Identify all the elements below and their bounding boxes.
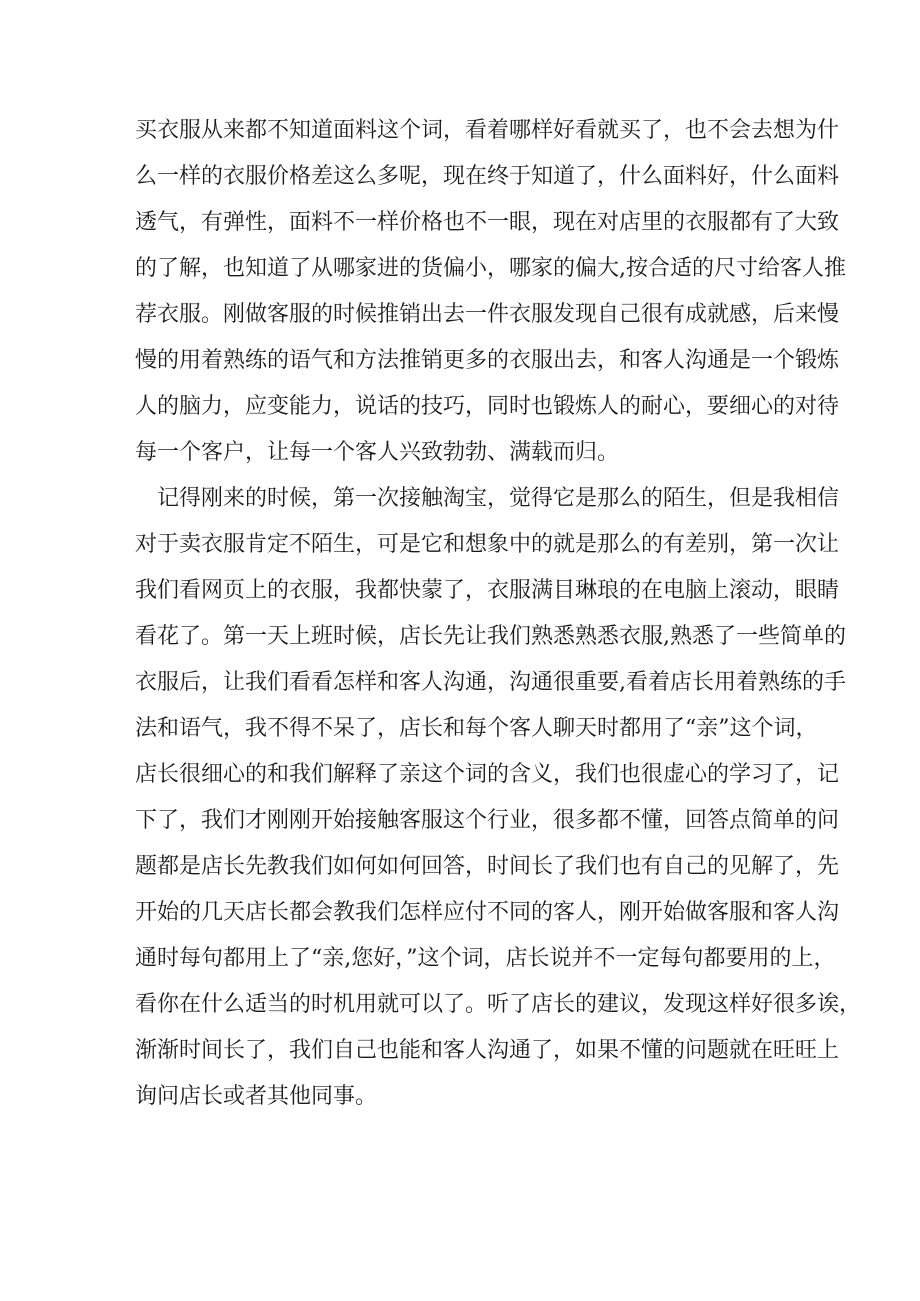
text-line: 每一个客户，让每一个客人兴致勃勃、满载而归。 xyxy=(135,440,620,465)
text-line: 衣服后，让我们看看怎样和客人沟通，沟通很重要,看着店长用着熟练的手 xyxy=(135,670,846,695)
text-line: 看你在什么适当的时机用就可以了。听了店长的建议，发现这样好很多诶， xyxy=(135,992,862,1017)
text-line: 慢的用着熟练的语气和方法推销更多的衣服出去，和客人沟通是一个锻炼 xyxy=(135,348,840,373)
text-line: 法和语气，我不得不呆了，店长和每个客人聊天时都用了“亲”这个词， xyxy=(135,716,818,741)
paragraph-2 xyxy=(135,476,862,1120)
text-line: 记得刚来的时候，第一次接触淘宝，觉得它是那么的陌生，但是我相信 xyxy=(157,486,840,511)
text-line: 题都是店长先教我们如何如何回答，时间长了我们也有自己的见解了，先 xyxy=(135,854,840,879)
text-line: 人的脑力，应变能力，说话的技巧，同时也锻炼人的耐心，要细心的对待 xyxy=(135,394,840,419)
text-line: 荐衣服。刚做客服的时候推销出去一件衣服发现自己很有成就感，后来慢 xyxy=(135,302,840,327)
text-line: 的了解，也知道了从哪家进的货偏小，哪家的偏大,按合适的尺寸给客人推 xyxy=(135,256,846,281)
text-line: 么一样的衣服价格差这么多呢，现在终于知道了，什么面料好，什么面料 xyxy=(135,164,840,189)
text-line: 买衣服从来都不知道面料这个词，看着哪样好看就买了，也不会去想为什 xyxy=(135,118,840,143)
text-line: 看花了。第一天上班时候，店长先让我们熟悉熟悉衣服,熟悉了一些简单的 xyxy=(135,624,846,649)
text-line: 对于卖衣服肯定不陌生，可是它和想象中的就是那么的有差别，第一次让 xyxy=(135,532,840,557)
text-line: 下了，我们才刚刚开始接触客服这个行业，很多都不懂，回答点简单的问 xyxy=(135,808,840,833)
document-body xyxy=(135,108,862,1120)
paragraph-1 xyxy=(135,108,846,476)
text-line: 店长很细心的和我们解释了亲这个词的含义，我们也很虚心的学习了，记 xyxy=(135,762,840,787)
text-line: 通时每句都用上了“亲,您好，”这个词，店长说并不一定每句都要用的上， xyxy=(135,946,836,971)
text-line: 我们看网页上的衣服，我都快蒙了，衣服满目琳琅的在电脑上滚动，眼睛 xyxy=(135,578,840,603)
text-line: 渐渐时间长了，我们自己也能和客人沟通了，如果不懂的问题就在旺旺上 xyxy=(135,1038,840,1063)
text-line: 开始的几天店长都会教我们怎样应付不同的客人，刚开始做客服和客人沟 xyxy=(135,900,840,925)
text-line: 透气，有弹性，面料不一样价格也不一眼，现在对店里的衣服都有了大致 xyxy=(135,210,840,235)
text-line: 询问店长或者其他同事。 xyxy=(135,1084,378,1109)
